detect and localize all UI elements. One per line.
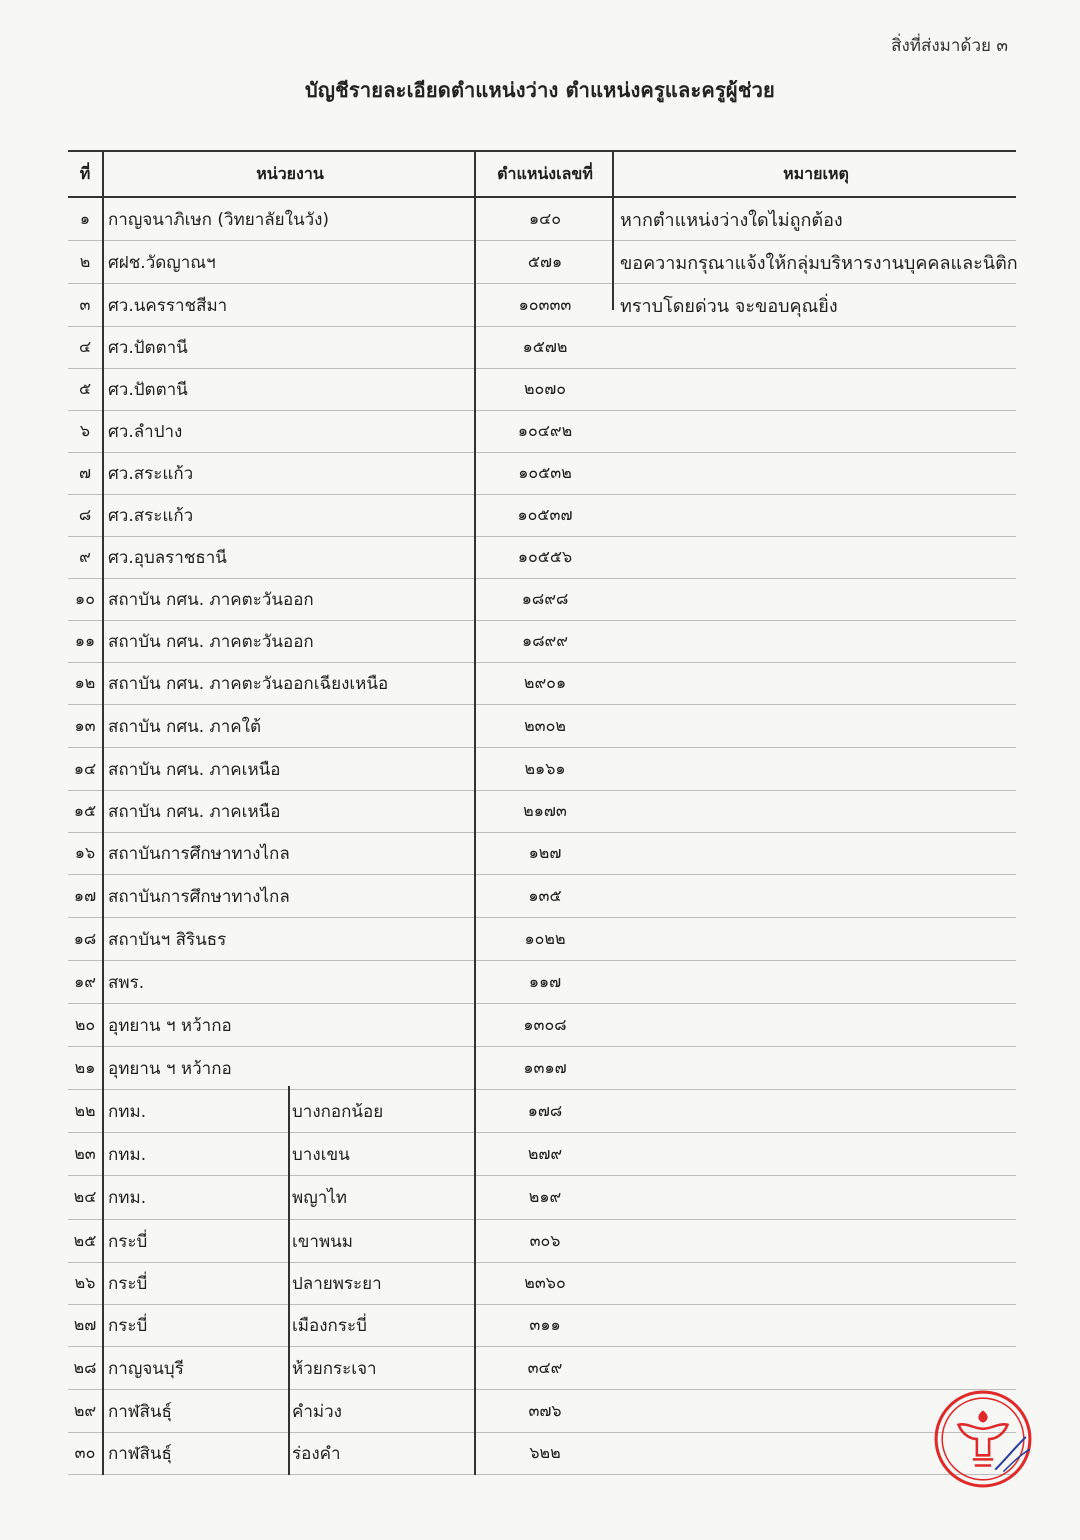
row-position-number: ๓๔๙ xyxy=(527,1357,563,1377)
vacancy-table xyxy=(68,150,1016,1475)
table-row xyxy=(68,453,1016,495)
row-no: ๒๑ xyxy=(74,1057,96,1077)
row-no: ๓๐ xyxy=(74,1443,96,1462)
row-position-number: ๒๐๗๐ xyxy=(523,379,567,398)
row-no: ๘ xyxy=(78,505,92,524)
table-row xyxy=(68,327,1016,369)
row-unit: ศว.สระแก้ว xyxy=(108,464,194,484)
row-unit: อุทยาน ฯ หว้ากอ xyxy=(108,1015,232,1036)
row-position-number: ๒๑๗๓ xyxy=(523,801,567,820)
table-row xyxy=(68,198,1016,241)
row-unit: ศฝช.วัดญาณฯ xyxy=(108,252,216,273)
row-unit: กระบี่ xyxy=(108,1316,148,1336)
row-position-number: ๕๗๑ xyxy=(527,251,563,271)
row-position-number: ๑๕๗๒ xyxy=(522,337,568,356)
row-unit: สถาบัน กศน. ภาคใต้ xyxy=(108,716,262,737)
row-no: ๖ xyxy=(79,421,91,440)
row-position-number: ๑๑๗ xyxy=(528,971,562,991)
row-position-number: ๒๓๖๐ xyxy=(524,1273,566,1292)
table-row xyxy=(68,1176,1016,1220)
row-no: ๑๖ xyxy=(74,843,96,862)
row-no: ๕ xyxy=(78,379,92,398)
table-row xyxy=(68,663,1016,705)
row-unit: ศว.ปัตตานี xyxy=(108,380,188,400)
row-position-number: ๒๑๖๑ xyxy=(524,758,566,778)
row-position-number: ๖๒๒ xyxy=(529,1443,561,1462)
row-position-number: ๑๓๕ xyxy=(528,885,562,905)
row-no: ๒๕ xyxy=(73,1230,97,1250)
table-row xyxy=(68,1133,1016,1176)
row-no: ๒๖ xyxy=(74,1273,96,1292)
row-remark: ทราบโดยด่วน จะขอบคุณยิ่ง xyxy=(620,295,838,317)
row-subunit: ร่องคำ xyxy=(292,1444,341,1464)
row-unit: อุทยาน ฯ หว้ากอ xyxy=(108,1058,232,1079)
row-unit: กทม. xyxy=(108,1144,147,1165)
table-row xyxy=(68,241,1016,284)
row-position-number: ๑๓๐๘ xyxy=(523,1014,567,1034)
table-row xyxy=(68,791,1016,833)
row-subunit: บางเขน xyxy=(292,1144,350,1165)
row-position-number: ๑๐๕๕๖ xyxy=(517,547,573,566)
table-row xyxy=(68,1305,1016,1347)
row-position-number: ๓๑๑ xyxy=(529,1315,561,1334)
row-unit: กาฬสินธุ์ xyxy=(108,1401,172,1422)
row-unit: ศว.สระแก้ว xyxy=(108,506,194,526)
table-row xyxy=(68,411,1016,453)
row-subunit: ปลายพระยา xyxy=(292,1274,382,1294)
row-no: ๑๔ xyxy=(73,758,97,778)
row-unit: กระบี่ xyxy=(108,1231,148,1252)
row-unit: สถาบัน กศน. ภาคตะวันออก xyxy=(108,590,314,610)
row-position-number: ๑๐๓๓๓ xyxy=(518,294,572,314)
row-unit: กาฬสินธุ์ xyxy=(108,1444,172,1464)
garuda-seal-icon xyxy=(932,1388,1034,1490)
row-unit: ศว.นครราชสีมา xyxy=(108,295,228,316)
row-position-number: ๑๘๙๙ xyxy=(522,631,568,650)
row-position-number: ๑๐๕๓๒ xyxy=(518,463,572,482)
row-subunit: เมืองกระบี่ xyxy=(292,1316,367,1336)
row-no: ๑๐ xyxy=(75,589,95,608)
table-row xyxy=(68,833,1016,875)
header-no: ที่ xyxy=(79,163,91,183)
table-header-row xyxy=(68,150,1016,198)
row-position-number: ๑๐๒๒ xyxy=(524,928,566,948)
row-unit: กาญจนาภิเษก (วิทยาลัยในวัง) xyxy=(108,209,330,230)
row-unit: สถาบัน กศน. ภาคเหนือ xyxy=(108,759,281,780)
column-divider xyxy=(612,150,614,310)
row-position-number: ๒๓๐๒ xyxy=(524,715,566,735)
table-row xyxy=(68,918,1016,961)
table-row xyxy=(68,369,1016,411)
row-no: ๒๙ xyxy=(73,1400,97,1420)
table-row xyxy=(68,1220,1016,1263)
row-no: ๒๒ xyxy=(74,1100,96,1120)
table-row xyxy=(68,705,1016,748)
row-position-number: ๒๙๐๑ xyxy=(523,673,567,692)
row-no: ๑๕ xyxy=(73,801,97,820)
row-no: ๒๗ xyxy=(73,1315,97,1334)
row-unit: สถาบัน กศน. ภาคตะวันออกเฉียงเหนือ xyxy=(108,674,389,694)
row-no: ๑๒ xyxy=(74,673,96,692)
column-divider xyxy=(474,150,476,1475)
row-position-number: ๑๐๔๙๒ xyxy=(517,421,573,440)
row-no: ๑๘ xyxy=(73,928,97,948)
row-position-number: ๓๗๖ xyxy=(528,1400,562,1420)
row-unit: กทม. xyxy=(108,1101,147,1122)
row-position-number: ๒๑๙ xyxy=(528,1187,562,1206)
row-position-number: ๑๐๕๓๗ xyxy=(517,505,573,524)
row-unit: ศว.ปัตตานี xyxy=(108,338,188,358)
header-remark: หมายเหตุ xyxy=(783,163,849,183)
table-row xyxy=(68,284,1016,327)
row-subunit: พญาไท xyxy=(292,1188,347,1208)
row-no: ๒ xyxy=(79,251,91,271)
row-unit: กระบี่ xyxy=(108,1274,148,1294)
row-no: ๑ xyxy=(79,208,91,228)
row-unit: สพร. xyxy=(108,972,145,993)
row-unit: ศว.ลำปาง xyxy=(108,422,183,442)
row-no: ๑๙ xyxy=(74,971,96,991)
column-divider xyxy=(288,1086,290,1475)
table-row xyxy=(68,1390,1016,1433)
row-no: ๔ xyxy=(78,337,92,356)
table-row xyxy=(68,621,1016,663)
row-position-number: ๑๗๘ xyxy=(527,1100,563,1120)
row-no: ๒๐ xyxy=(74,1014,96,1034)
table-row xyxy=(68,1433,1016,1475)
row-unit: สถาบัน กศน. ภาคเหนือ xyxy=(108,802,281,822)
row-no: ๒๘ xyxy=(73,1357,97,1377)
column-divider xyxy=(102,150,104,1475)
attachment-note: สิ่งที่ส่งมาด้วย ๓ xyxy=(891,36,1008,56)
row-position-number: ๒๗๙ xyxy=(527,1143,563,1163)
row-position-number: ๑๓๑๗ xyxy=(523,1057,567,1077)
row-subunit: คำม่วง xyxy=(292,1401,342,1422)
table-row xyxy=(68,748,1016,791)
table-row xyxy=(68,875,1016,918)
row-unit: สถาบัน กศน. ภาคตะวันออก xyxy=(108,632,314,652)
header-position: ตำแหน่งเลขที่ xyxy=(497,163,593,183)
row-position-number: ๓๐๖ xyxy=(529,1230,561,1250)
table-row xyxy=(68,961,1016,1004)
document-title: บัญชีรายละเอียดตำแหน่งว่าง ตำแหน่งครูและครูผู้ช่วย xyxy=(305,78,775,102)
table-row xyxy=(68,1047,1016,1090)
row-position-number: ๑๘๙๘ xyxy=(521,589,569,608)
row-unit: กทม. xyxy=(108,1188,147,1208)
header-unit: หน่วยงาน xyxy=(256,163,324,183)
row-unit: สถาบันการศึกษาทางไกล xyxy=(108,886,290,907)
row-no: ๒๔ xyxy=(73,1187,97,1206)
row-no: ๒๓ xyxy=(74,1143,96,1163)
row-unit: สถาบันการศึกษาทางไกล xyxy=(108,844,290,864)
row-no: ๑๑ xyxy=(74,631,96,650)
row-subunit: ห้วยกระเจา xyxy=(292,1358,377,1379)
row-unit: สถาบันฯ สิรินธร xyxy=(108,929,227,950)
row-remark: หากตำแหน่งว่างใดไม่ถูกต้อง xyxy=(620,209,843,231)
row-subunit: เขาพนม xyxy=(292,1231,354,1252)
table-row xyxy=(68,1004,1016,1047)
row-no: ๑๗ xyxy=(73,885,97,905)
row-position-number: ๑๔๐ xyxy=(528,208,562,228)
row-remark: ขอความกรุณาแจ้งให้กลุ่มบริหารงานบุคคลและนิติก xyxy=(620,252,1018,274)
row-no: ๑๓ xyxy=(74,715,96,735)
table-row xyxy=(68,1347,1016,1390)
row-unit: กาญจนบุรี xyxy=(108,1358,184,1379)
table-row xyxy=(68,1090,1016,1133)
table-body xyxy=(68,198,1016,1475)
table-row xyxy=(68,537,1016,579)
row-unit: ศว.อุบลราชธานี xyxy=(108,548,227,568)
table-row xyxy=(68,579,1016,621)
row-no: ๙ xyxy=(79,547,91,566)
row-no: ๓ xyxy=(79,294,91,314)
row-position-number: ๑๒๗ xyxy=(528,843,562,862)
row-subunit: บางกอกน้อย xyxy=(292,1101,384,1122)
table-row xyxy=(68,1263,1016,1305)
table-row xyxy=(68,495,1016,537)
row-no: ๗ xyxy=(78,463,92,482)
